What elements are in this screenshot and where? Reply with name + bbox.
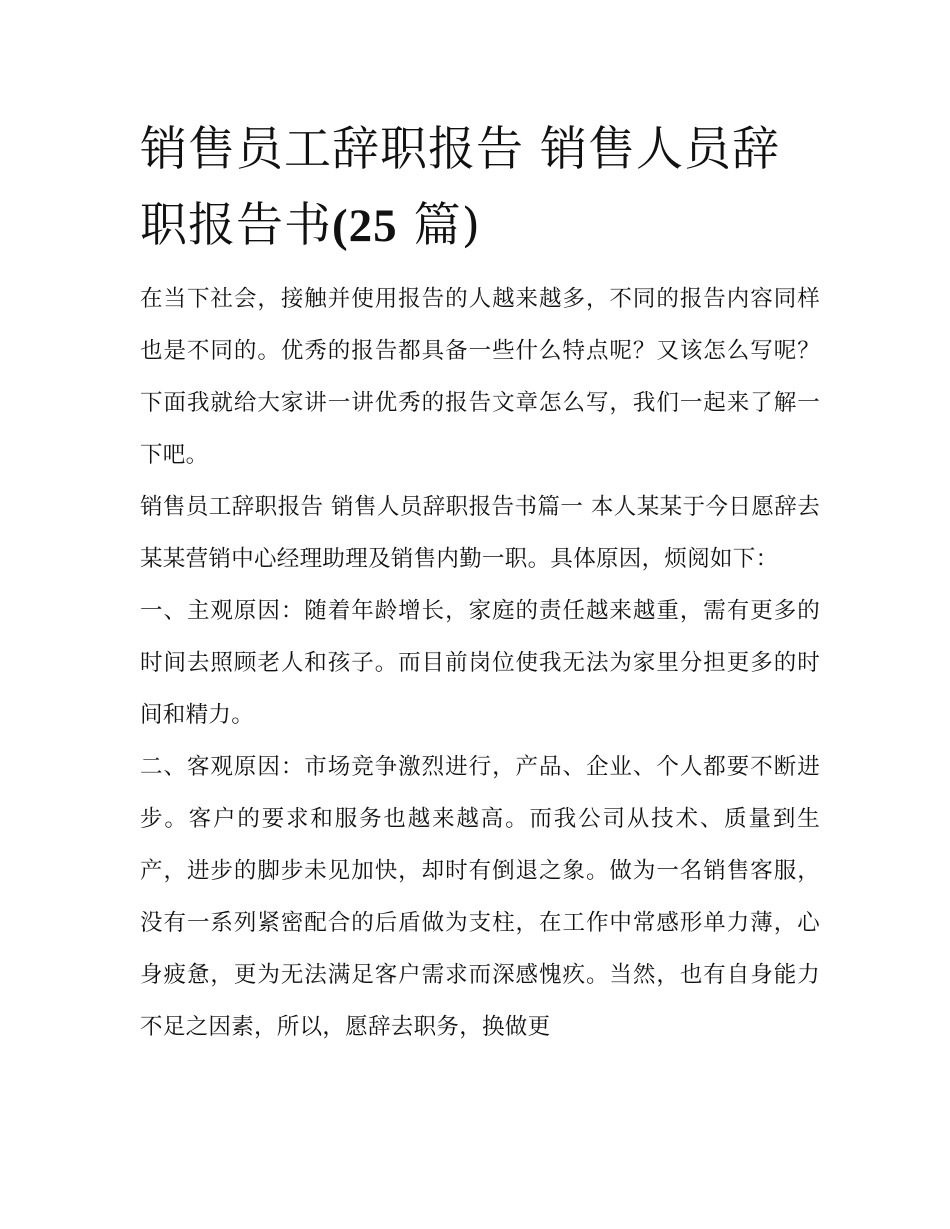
title-suffix: 篇)	[397, 198, 481, 253]
paragraph-subjective-reason: 一、主观原因：随着年龄增长，家庭的责任越来越重，需有更多的时间去照顾老人和孩子。而目前岗位使我无法为家里分担更多的时间和精力。	[140, 598, 820, 728]
paragraph-intro: 在当下社会，接触并使用报告的人越来越多，不同的报告内容同样也是不同的。优秀的报告都具备一些什么特点呢？又该怎么写呢？下面我就给大家讲一讲优秀的报告文章怎么写，我们一起来了解一下吧。	[140, 286, 820, 468]
title-count: (25	[332, 200, 398, 252]
paragraph-resignation: 销售员工辞职报告 销售人员辞职报告书篇一 本人某某于今日愿辞去某某营销中心经理助理及销售内勤一职。具体原因，烦阅如下：	[140, 494, 820, 572]
document-title	[140, 112, 820, 264]
document-body	[140, 112, 820, 1053]
title-text: 销售员工辞职报告 销售人员辞职报告书	[140, 122, 780, 253]
paragraph-objective-reason: 二、客观原因：市场竞争激烈进行，产品、企业、个人都要不断进步。客户的要求和服务也越来越高。而我公司从技术、质量到生产，进步的脚步未见加快，却时有倒退之象。做为一名销售客服，没有一系列紧密配合的后盾做为支柱，在工作中常感形单力薄，心身疲惫，更为无法满足客户需求而深感愧疚。当然，也有自身能力不足之因素，所以，愿辞去职务，换做更	[140, 754, 820, 1040]
